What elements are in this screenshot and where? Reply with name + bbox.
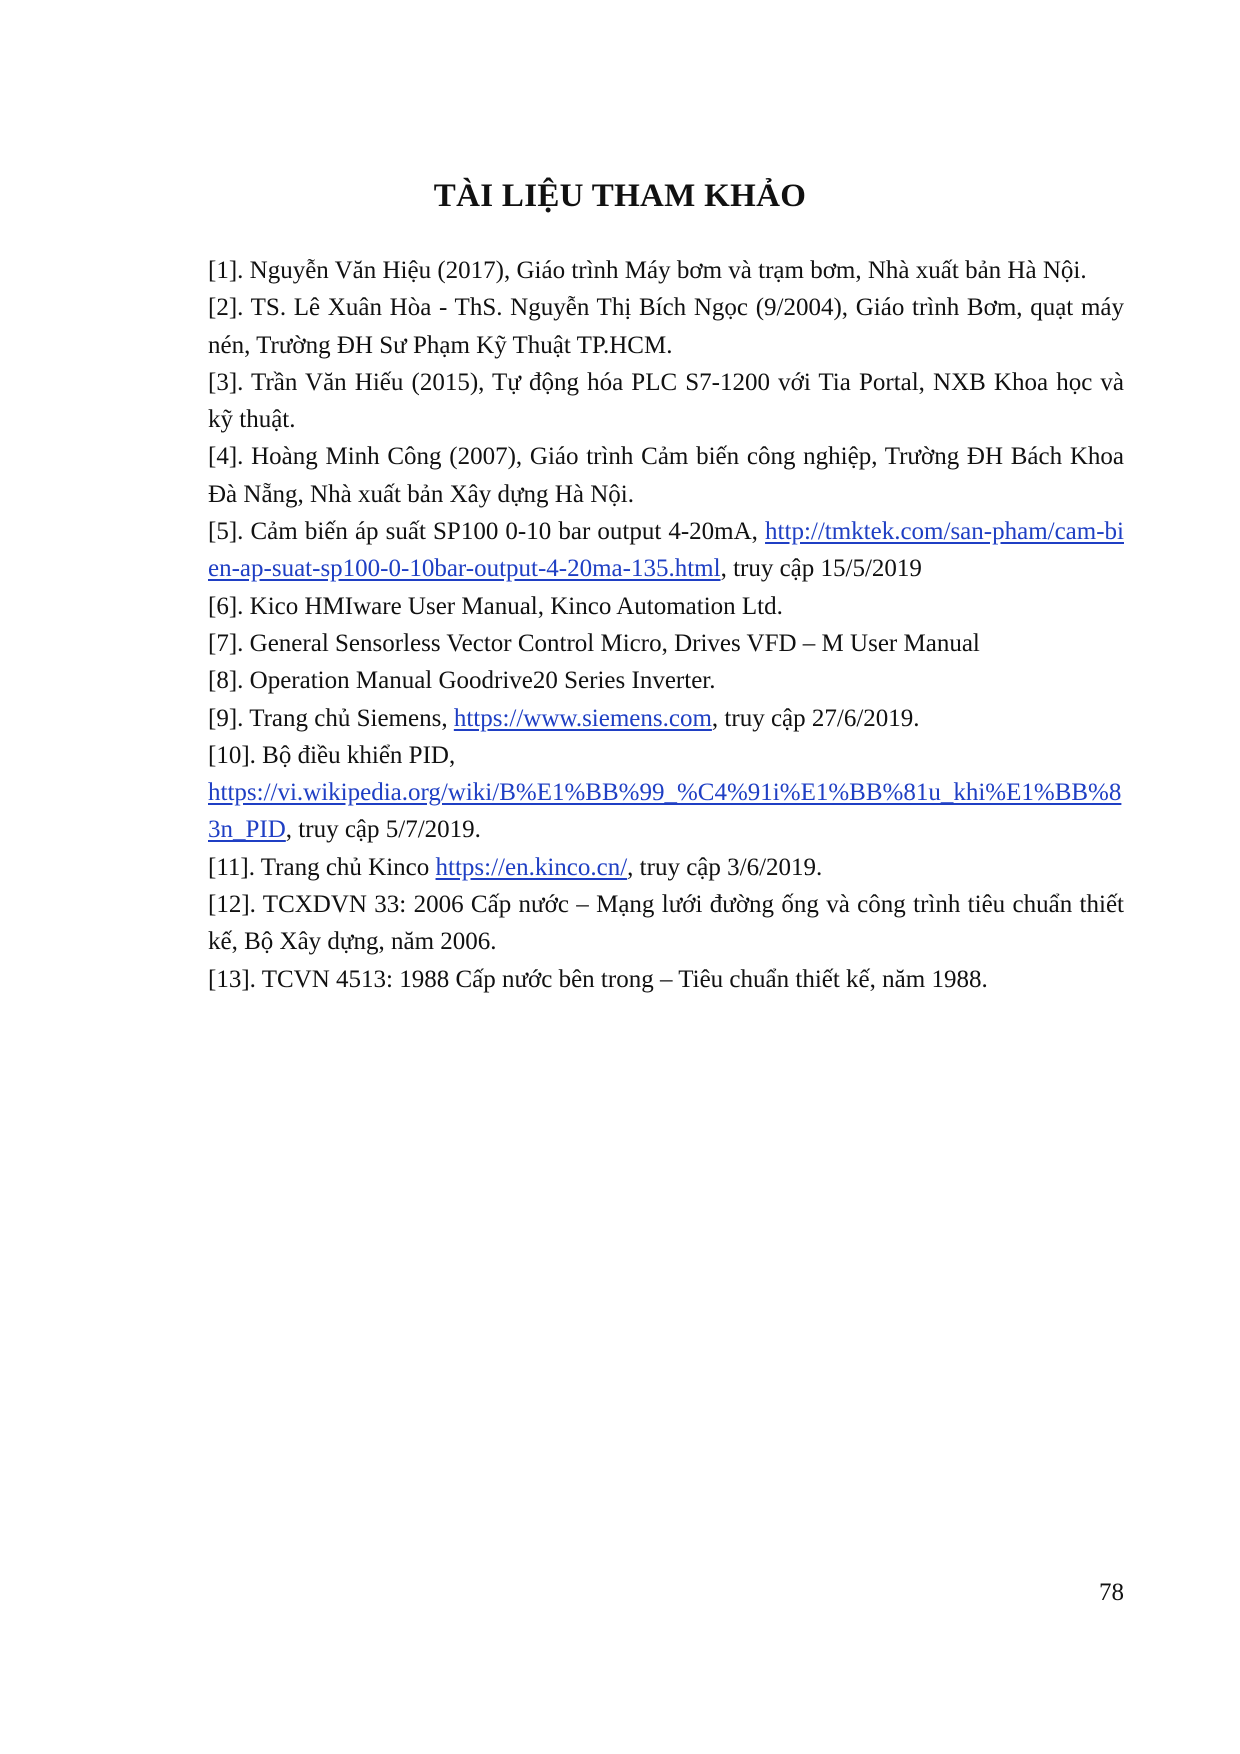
reference-9-link[interactable]: https://www.siemens.com <box>453 704 712 732</box>
reference-item-6: [6]. Kico HMIware User Manual, Kinco Automation Ltd. <box>208 592 783 620</box>
reference-item-12: [12]. TCXDVN 33: 2006 Cấp nước – Mạng lưới đường ống và công trình tiêu chuẩn thiết kế, Bộ Xây dựng, năm 2006. <box>208 891 1124 956</box>
reference-5-suffix: , truy cập 15/5/2019 <box>720 555 922 583</box>
reference-10-text: [10]. Bộ điều khiển PID, <box>208 741 456 769</box>
page-title: TÀI LIỆU THAM KHẢO <box>433 178 807 214</box>
reference-item-8: [8]. Operation Manual Goodrive20 Series Inverter. <box>208 667 716 695</box>
reference-item-11 <box>208 849 1124 886</box>
reference-11-suffix: , truy cập 3/6/2019. <box>627 853 823 881</box>
page-number: 78 <box>1099 1579 1124 1606</box>
reference-item-4: [4]. Hoàng Minh Công (2007), Giáo trình Cảm biến công nghiệp, Trường ĐH Bách Khoa Đà Nẵng, Nhà xuất bản Xây dựng Hà Nội. <box>208 443 1124 508</box>
reference-item-1: [1]. Nguyễn Văn Hiệu (2017), Giáo trình Máy bơm và trạm bơm, Nhà xuất bản Hà Nội. <box>208 257 1087 284</box>
reference-9-suffix: , truy cập 27/6/2019. <box>711 704 920 732</box>
reference-list <box>208 252 1124 998</box>
reference-10-suffix: , truy cập 5/7/2019. <box>285 816 481 844</box>
reference-item-7: [7]. General Sensorless Vector Control Micro, Drives VFD – M User Manual <box>208 629 980 657</box>
reference-11-link[interactable]: https://en.kinco.cn/ <box>435 853 628 881</box>
reference-11-text: [11]. Trang chủ Kinco <box>208 853 436 881</box>
reference-item-13: [13]. TCVN 4513: 1988 Cấp nước bên trong – Tiêu chuẩn thiết kế, năm 1988. <box>208 965 988 993</box>
reference-10-link[interactable]: https://vi.wikipedia.org/wiki/B%E1%BB%99_%C4%91i%E1%BB%81u_khi%E1%BB%83n_PID <box>208 779 1122 844</box>
reference-5-text: [5]. Cảm biến áp suất SP100 0-10 bar output 4-20mA, <box>208 518 766 546</box>
reference-item-5 <box>208 513 1124 588</box>
reference-item-10 <box>208 737 1124 849</box>
reference-item-9 <box>208 700 1124 737</box>
reference-5-link[interactable]: http://tmktek.com/san-pham/cam-bien-ap-suat-sp100-0-10bar-output-4-20ma-135.html <box>208 518 1124 583</box>
reference-item-3: [3]. Trần Văn Hiếu (2015), Tự động hóa PLC S7-1200 với Tia Portal, NXB Khoa học và kỹ thuật. <box>208 368 1124 434</box>
reference-item-2: [2]. TS. Lê Xuân Hòa - ThS. Nguyễn Thị Bích Ngọc (9/2004), Giáo trình Bơm, quạt máy nén, Trường ĐH Sư Phạm Kỹ Thuật TP.HCM. <box>208 294 1124 359</box>
reference-9-text: [9]. Trang chủ Siemens, <box>208 704 454 732</box>
